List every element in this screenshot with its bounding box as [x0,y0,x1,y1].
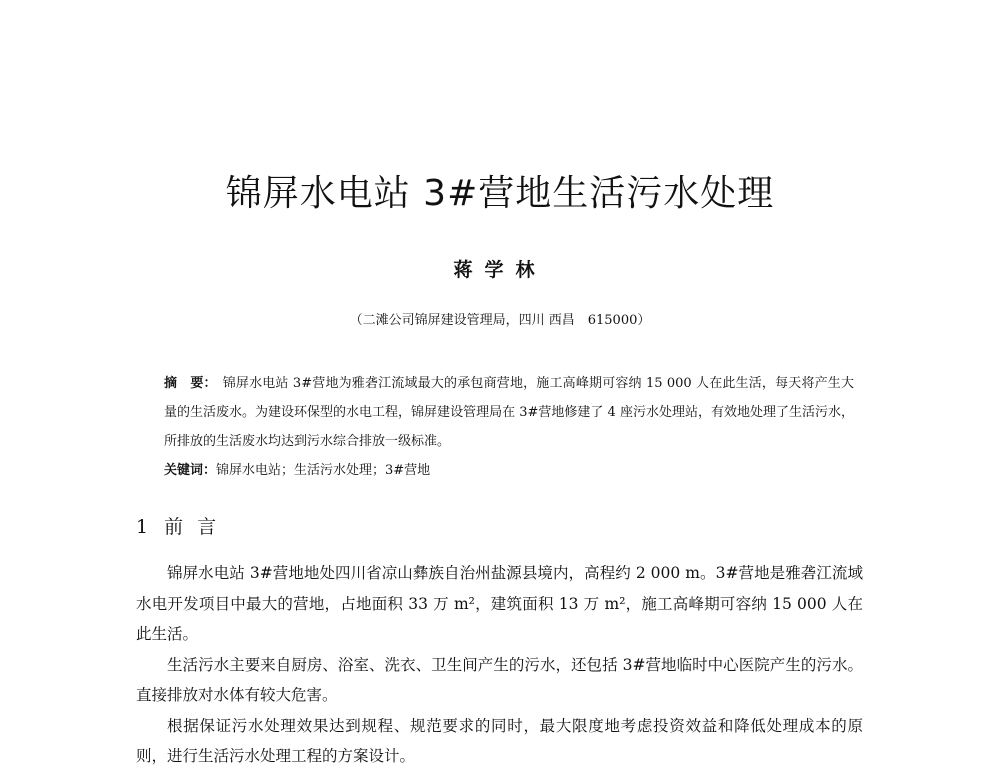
author-name: 蒋学林 [453,259,547,281]
section-heading [136,512,230,542]
abstract-text: 锦屏水电站 3#营地为雅砻江流域最大的承包商营地，施工高峰期可容纳 15 000 人在此生活，每天将产生大量的生活废水。为建设环保型的水电工程，锦屏建设管理局在 3#营地修建了 4 座污水处理站，有效地处理了生活污水，所排放的生活废水均达到污水综合排放一级标准。 [164,376,854,449]
keywords-label: 关键词： [164,463,217,478]
abstract-label: 摘 要： [164,376,217,391]
paper-title: 锦屏水电站 3#营地生活污水处理 [225,173,775,214]
body-paragraph: 生活污水主要来自厨房、浴室、洗衣、卫生间产生的污水，还包括 3#营地临时中心医院产生的污水。直接排放对水体有较大危害。 [136,655,863,704]
section-title: 前言 [164,516,231,538]
section-body [136,558,863,772]
abstract-paragraph [164,369,854,456]
author-affiliation: （二滩公司锦屏建设管理局，四川 西昌 615000） [349,313,651,328]
section-number: 1 [136,516,149,538]
keywords-block [164,456,854,485]
abstract-block [164,369,854,456]
body-paragraph: 锦屏水电站 3#营地地处四川省凉山彝族自治州盐源县境内，高程约 2 000 m。3#营地是雅砻江流域水电开发项目中最大的营地，占地面积 33 万 m²，建筑面积 13 万 m²，施工高峰期可容纳 15 000 人在此生活。 [136,564,863,643]
keywords-text: 锦屏水电站；生活污水处理；3#营地 [216,463,431,478]
body-paragraph: 根据保证污水处理效果达到规程、规范要求的同时，最大限度地考虑投资效益和降低处理成本的原则，进行生活污水处理工程的方案设计。 [136,716,863,765]
